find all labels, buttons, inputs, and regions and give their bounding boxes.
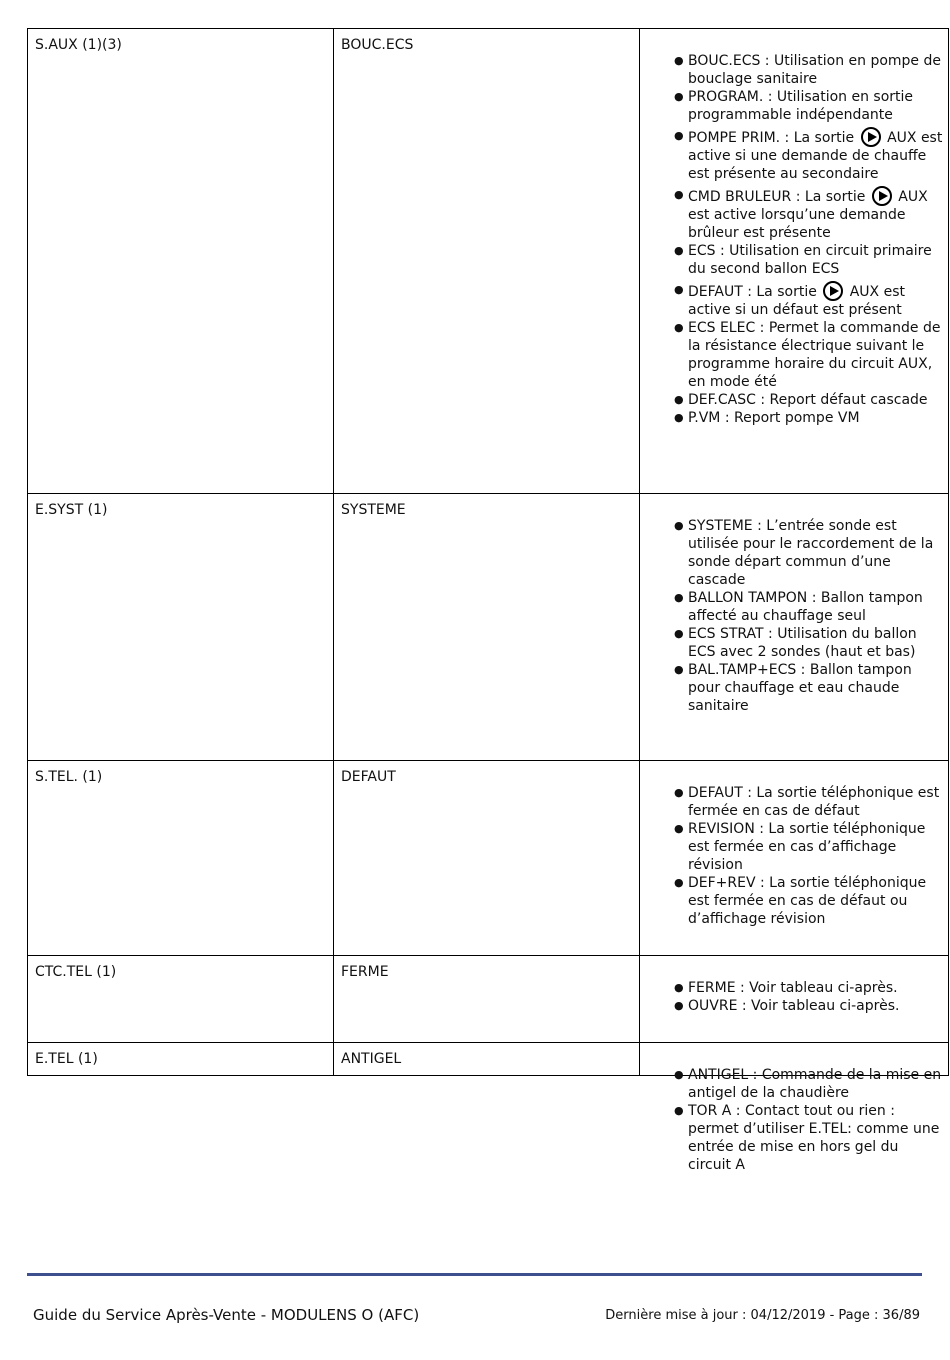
bullet-icon: ● <box>674 663 684 676</box>
item-text: BALLON TAMPON : Ballon tampon affecté au chauffage seul <box>688 590 923 624</box>
item-text: DEF.CASC : Report défaut cascade <box>688 392 928 408</box>
table-row-s-tel <box>28 761 949 956</box>
play-circle-icon <box>823 281 843 301</box>
bullet-icon: ● <box>674 786 684 799</box>
bullet-icon: ● <box>674 519 684 532</box>
bullet-icon: ● <box>674 188 684 201</box>
bullet-icon: ● <box>674 321 684 334</box>
list-item <box>674 1102 944 1174</box>
table-row-s-aux <box>28 29 949 494</box>
list-item <box>674 820 944 874</box>
bullet-icon: ● <box>674 54 684 67</box>
bullet-icon: ● <box>674 1068 684 1081</box>
value-cell: BOUC.ECS <box>334 29 640 494</box>
param-cell: E.TEL (1) <box>28 1043 334 1076</box>
option-list <box>640 29 948 427</box>
list-item <box>674 517 944 589</box>
item-text: TOR A : Contact tout ou rien : permet d’utiliser E.TEL: comme une entrée de mise en hors gel du circuit A <box>688 1103 940 1173</box>
list-item <box>674 979 944 997</box>
bullet-icon: ● <box>674 411 684 424</box>
item-text: AUX est active si un défaut est présent <box>688 284 905 318</box>
list-item <box>674 997 944 1015</box>
description-cell <box>640 956 949 1043</box>
item-text: DEFAUT : La sortie <box>688 284 817 300</box>
list-item <box>674 625 944 661</box>
list-item <box>674 319 944 391</box>
item-text: AUX est active si une demande de chauffe est présente au secondaire <box>688 130 943 182</box>
description-cell <box>640 494 949 761</box>
list-item <box>674 127 944 183</box>
bullet-icon: ● <box>674 822 684 835</box>
item-text: ANTIGEL : Commande de la mise en antigel de la chaudière <box>688 1067 942 1101</box>
param-cell: S.TEL. (1) <box>28 761 334 956</box>
value-cell: DEFAUT <box>334 761 640 956</box>
param-cell: CTC.TEL (1) <box>28 956 334 1043</box>
item-text: DEFAUT : La sortie téléphonique est fermée en cas de défaut <box>688 785 940 819</box>
item-text: REVISION : La sortie téléphonique est fermée en cas d’affichage révision <box>688 821 926 873</box>
value-cell: ANTIGEL <box>334 1043 640 1076</box>
footer-page-info: Dernière mise à jour : 04/12/2019 - Page : 36/89 <box>605 1308 920 1323</box>
list-item <box>674 391 944 409</box>
value-cell: FERME <box>334 956 640 1043</box>
item-text: POMPE PRIM. : La sortie <box>688 130 855 146</box>
item-text: FERME : Voir tableau ci-après. <box>688 980 898 996</box>
item-text: OUVRE : Voir tableau ci-après. <box>688 998 900 1014</box>
list-item <box>674 186 944 242</box>
item-text: BAL.TAMP+ECS : Ballon tampon pour chauffage et eau chaude sanitaire <box>688 662 912 714</box>
list-item <box>674 409 944 427</box>
item-text: ECS STRAT : Utilisation du ballon ECS avec 2 sondes (haut et bas) <box>688 626 917 660</box>
table-row-e-tel <box>28 1043 949 1076</box>
list-item <box>674 784 944 820</box>
bullet-icon: ● <box>674 591 684 604</box>
item-text: ECS ELEC : Permet la commande de la résistance électrique suivant le programme horaire du circuit AUX, en mode été <box>688 320 941 390</box>
bullet-icon: ● <box>674 244 684 257</box>
description-cell <box>640 1043 949 1173</box>
option-list <box>640 761 948 928</box>
footer-document-title: Guide du Service Après-Vente - MODULENS O (AFC) <box>33 1306 420 1324</box>
description-cell <box>640 29 949 494</box>
param-cell: S.AUX (1)(3) <box>28 29 334 494</box>
item-text: SYSTEME : L’entrée sonde est utilisée pour le raccordement de la sonde départ commun d’une cascade <box>688 518 934 588</box>
bullet-icon: ● <box>674 393 684 406</box>
bullet-icon: ● <box>674 981 684 994</box>
description-cell <box>640 761 949 956</box>
item-text: AUX est active lorsqu’une demande brûleur est présente <box>688 189 928 241</box>
param-cell: E.SYST (1) <box>28 494 334 761</box>
list-item <box>674 1066 944 1102</box>
list-item <box>674 874 944 928</box>
play-circle-icon <box>861 127 881 147</box>
table-row-e-syst <box>28 494 949 761</box>
bullet-icon: ● <box>674 1104 684 1117</box>
list-item <box>674 589 944 625</box>
list-item <box>674 281 944 319</box>
list-item <box>674 52 944 88</box>
bullet-icon: ● <box>674 283 684 296</box>
play-circle-icon <box>872 186 892 206</box>
bullet-icon: ● <box>674 876 684 889</box>
bullet-icon: ● <box>674 627 684 640</box>
list-item <box>674 242 944 278</box>
item-text: DEF+REV : La sortie téléphonique est fermée en cas de défaut ou d’affichage révision <box>688 875 927 927</box>
option-list <box>640 956 948 1015</box>
item-text: CMD BRULEUR : La sortie <box>688 189 866 205</box>
value-cell: SYSTEME <box>334 494 640 761</box>
list-item <box>674 88 944 124</box>
item-text: BOUC.ECS : Utilisation en pompe de bouclage sanitaire <box>688 53 941 87</box>
item-text: ECS : Utilisation en circuit primaire du second ballon ECS <box>688 243 932 277</box>
parameter-table <box>27 28 949 1173</box>
bullet-icon: ● <box>674 90 684 103</box>
option-list <box>640 494 948 715</box>
table-row-ctc-tel <box>28 956 949 1043</box>
option-list <box>640 1043 948 1174</box>
footer-divider <box>27 1273 922 1276</box>
item-text: PROGRAM. : Utilisation en sortie programmable indépendante <box>688 89 914 123</box>
bullet-icon: ● <box>674 129 684 142</box>
bullet-icon: ● <box>674 999 684 1012</box>
list-item <box>674 661 944 715</box>
item-text: P.VM : Report pompe VM <box>688 410 860 426</box>
